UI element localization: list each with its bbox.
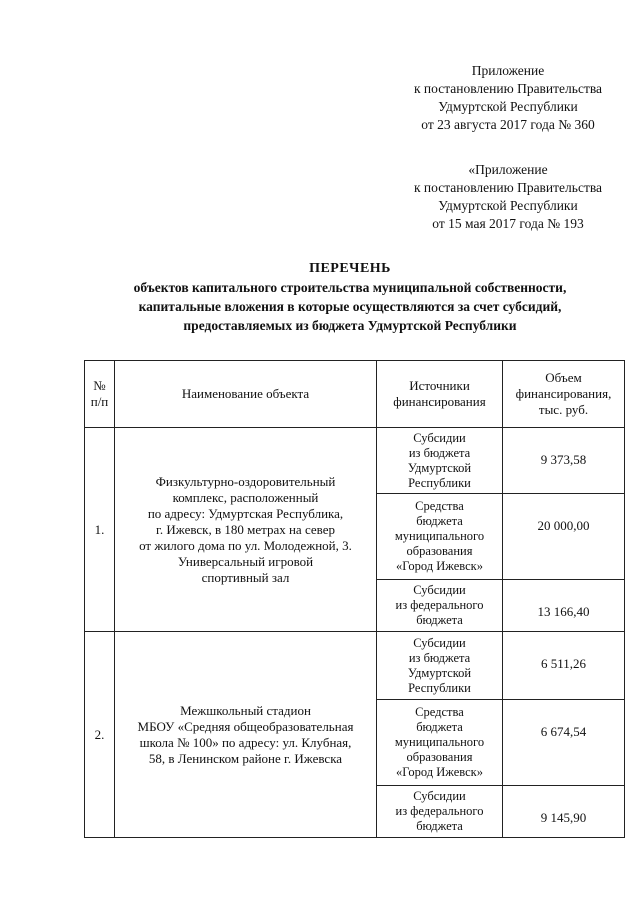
header-source [377,361,503,428]
header-line: № [93,378,106,393]
annex-line: от 15 мая 2017 года № 193 [432,216,584,231]
header-line: п/п [90,394,109,409]
object-name-line: Универсальный игровой [177,553,314,569]
title-line: капитальные вложения в которые осуществляются за счет субсидий, [138,299,562,314]
object-name-line: школа № 100» по адресу: ул. Клубная, [139,734,352,750]
object-name-line: МБОУ «Средняя общеобразовательная [137,718,354,734]
title-line: объектов капитального строительства муниципальной собственности, [133,280,567,295]
annex-previous [390,161,626,233]
source-line: муниципального [394,735,485,749]
source-line: бюджета [416,613,463,627]
source-line: бюджета [416,514,463,528]
source-line: Удмуртской [407,460,472,475]
object-name-line: Физкультурно-оздоровительный [155,473,336,489]
annex-current [390,62,626,134]
funding-amount: 9 373,58 [503,428,625,494]
title-line: предоставляемых из бюджета Удмуртской Республики [183,318,517,333]
header-number [85,361,115,428]
header-line: Объем [545,370,582,385]
funding-amount: 20 000,00 [503,494,625,580]
annex-line: от 23 августа 2017 года № 360 [421,117,595,132]
source-line: Субсидии [413,583,466,597]
table-row [85,632,625,700]
object-name-line: 58, в Ленинском районе г. Ижевска [148,750,343,766]
source-line: из федерального [395,598,484,612]
source-line: муниципального [394,529,485,543]
funding-amount: 13 166,40 [503,580,625,632]
table-header-row [85,361,625,428]
header-line: финансирования, [515,386,612,401]
funding-amount: 9 145,90 [503,786,625,838]
annex-line: «Приложение [468,162,548,177]
source-line: бюджета [416,720,463,734]
source-line: из федерального [395,804,484,818]
source-line: «Город Ижевск» [396,559,483,573]
funding-source [377,428,503,494]
title-heading: ПЕРЕЧЕНЬ [309,261,391,276]
objects-table [84,360,625,838]
source-line: «Город Ижевск» [396,765,483,779]
header-line: Источники [409,378,470,393]
row-number: 2. [85,632,115,838]
funding-source [377,700,503,786]
source-line: Субсидии [413,635,466,650]
source-line: из бюджета [408,445,471,460]
annex-line: Удмуртской Республики [438,198,578,213]
source-line: Республики [408,680,471,695]
object-name-line: по адресу: Удмуртская Республика, [147,505,344,521]
annex-line: Удмуртской Республики [438,99,578,114]
source-line: образования [406,544,473,558]
object-name-line: спортивный зал [201,569,290,585]
funding-source [377,494,503,580]
object-name-line: от жилого дома по ул. Молодежной, 3. [139,537,352,553]
header-line: тыс. руб. [538,402,589,417]
source-line: Республики [408,475,471,490]
row-number: 1. [85,428,115,632]
funding-amount: 6 674,54 [503,700,625,786]
source-line: Субсидии [413,789,466,803]
annex-line: к постановлению Правительства [413,81,603,96]
source-line: из бюджета [408,650,471,665]
annex-line: к постановлению Правительства [413,180,603,195]
header-line: Наименование объекта [181,386,310,401]
funding-source [377,632,503,700]
funding-source [377,580,503,632]
source-line: Субсидии [413,430,466,445]
funding-source [377,786,503,838]
funding-amount: 6 511,26 [503,632,625,700]
source-line: Средства [415,705,464,719]
object-name-line: Межшкольный стадион [180,702,311,718]
source-line: бюджета [416,819,463,833]
object-name [115,428,377,632]
header-line: финансирования [393,394,486,409]
source-line: Средства [415,499,464,513]
table-row [85,428,625,494]
object-name-line: комплекс, расположенный [172,489,319,505]
document-title [60,259,640,335]
annex-line: Приложение [471,63,545,78]
object-name-line: г. Ижевск, в 180 метрах на север [156,521,335,537]
header-name [115,361,377,428]
object-name [115,632,377,838]
source-line: образования [406,750,473,764]
header-amount [503,361,625,428]
source-line: Удмуртской [407,665,472,680]
